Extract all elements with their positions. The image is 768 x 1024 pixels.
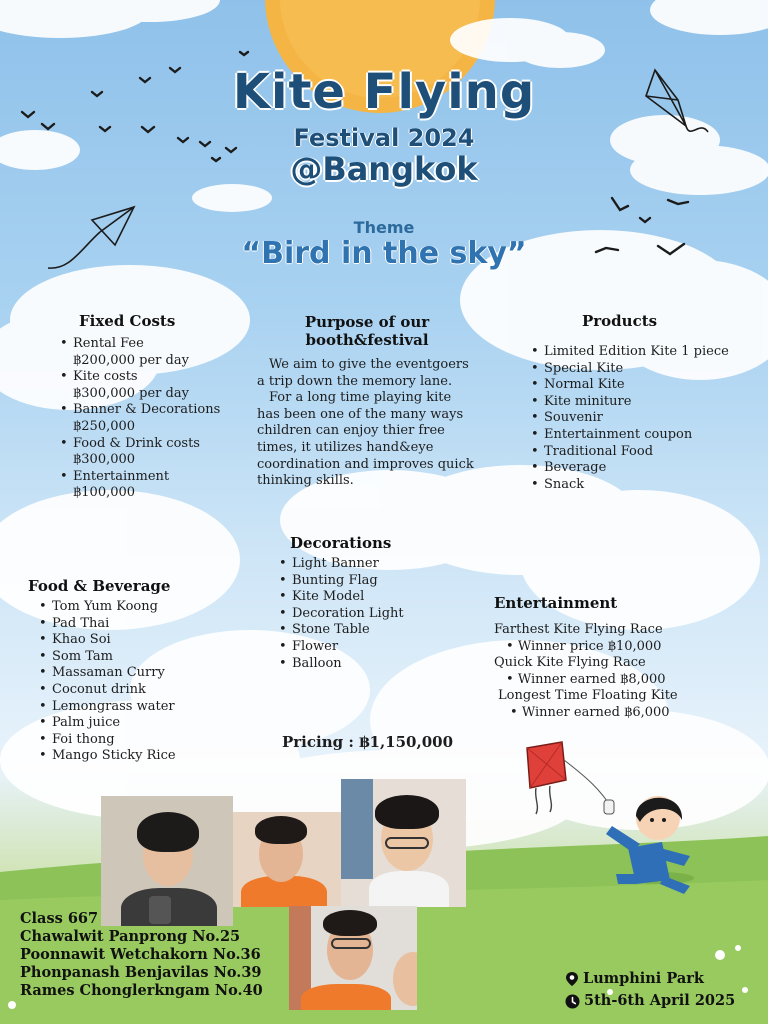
list-item: • Kite costs ฿300,000 per day [57,369,257,402]
event-name: Longest Time Floating Kite [498,688,678,704]
list-item: • Flower [276,639,456,656]
list-item: • Palm juice [36,715,228,732]
purpose-heading: Purpose of our booth&festival [304,313,430,349]
event-prize: • Winner price ฿10,000 [494,639,704,656]
fixed-costs-heading: Fixed Costs [79,312,176,330]
decorations-heading: Decorations [290,534,392,552]
list-item: • Souvenir [528,410,748,427]
fixed-costs-list [57,336,257,502]
decorations-section [276,534,456,672]
list-item: • Coconut drink [36,682,228,699]
list-item: • Decoration Light [276,606,456,623]
list-item: • Beverage [528,460,748,477]
event-name: Farthest Kite Flying Race [494,622,663,637]
class-label: Class 667 [20,910,99,927]
venue-info [565,968,735,1012]
products-list [528,344,748,493]
team-member: Poonnawit Wetchakorn No.36 [20,946,261,963]
fixed-costs-section [57,312,257,502]
clock-icon [565,994,580,1009]
list-item: • Kite Model [276,589,456,606]
total-pricing: Pricing : ฿1,150,000 [282,733,454,751]
list-item: • Massaman Curry [36,665,228,682]
theme-text: “Bird in the sky” [241,236,527,271]
decorations-list [276,556,456,672]
team-photo [233,812,341,907]
festival-subtitle: Festival 2024 [293,124,475,152]
list-item: • Rental Fee ฿200,000 per day [57,336,257,369]
team-member: Phonpanash Benjavilas No.39 [20,964,262,981]
team-member: Rames Chonglerkngam No.40 [20,982,263,999]
food-beverage-list [36,599,228,765]
team-photo [101,796,233,926]
list-item: • Normal Kite [528,377,748,394]
list-item: • Balloon [276,656,456,673]
event-prize: • Winner earned ฿8,000 [494,672,704,689]
list-item: • Limited Edition Kite 1 piece [528,344,748,361]
purpose-section [257,313,477,490]
list-item: • Banner & Decorations ฿250,000 [57,402,257,435]
list-item: • Snack [528,477,748,494]
food-beverage-section [28,577,228,765]
list-item: • Traditional Food [528,444,748,461]
list-item: • Kite miniture [528,394,748,411]
products-section [528,312,748,493]
list-item: • Foi thong [36,732,228,749]
list-item: • Stone Table [276,622,456,639]
food-beverage-heading: Food & Beverage [28,577,171,595]
list-item: • Pad Thai [36,616,228,633]
event-name: Quick Kite Flying Race [494,655,646,671]
list-item: • Entertainment ฿100,000 [57,469,257,502]
team-info [20,910,263,1000]
purpose-paragraph-2: For a long time playing kite has been one of the many ways children can enjoy thier free times, it utilizes hand&eye coordination and improves quick thinking skills. [257,390,474,489]
theme-label: Theme [353,218,415,237]
entertainment-section [494,594,704,722]
list-item: • Food & Drink costs ฿300,000 [57,436,257,469]
team-photo [289,906,417,1010]
festival-title: Kite Flying [232,64,536,120]
venue-place: Lumphini Park [583,970,704,987]
venue-date: 5th-6th April 2025 [584,992,736,1009]
team-photo [341,779,466,907]
list-item: • Bunting Flag [276,573,456,590]
location-pin-icon [565,971,579,987]
list-item: • Tom Yum Koong [36,599,228,616]
list-item: • Light Banner [276,556,456,573]
list-item: • Khao Soi [36,632,228,649]
event-prize: • Winner earned ฿6,000 [494,705,704,722]
list-item: • Entertainment coupon [528,427,748,444]
team-member: Chawalwit Panprong No.25 [20,928,241,945]
purpose-paragraph-1: We aim to give the eventgoers a trip down the memory lane. [257,357,469,389]
entertainment-heading: Entertainment [494,594,618,612]
festival-location: @Bangkok [290,150,478,188]
list-item: • Special Kite [528,361,748,378]
list-item: • Mango Sticky Rice [36,748,228,765]
list-item: • Lemongrass water [36,699,228,716]
products-heading: Products [582,312,658,330]
list-item: • Som Tam [36,649,228,666]
